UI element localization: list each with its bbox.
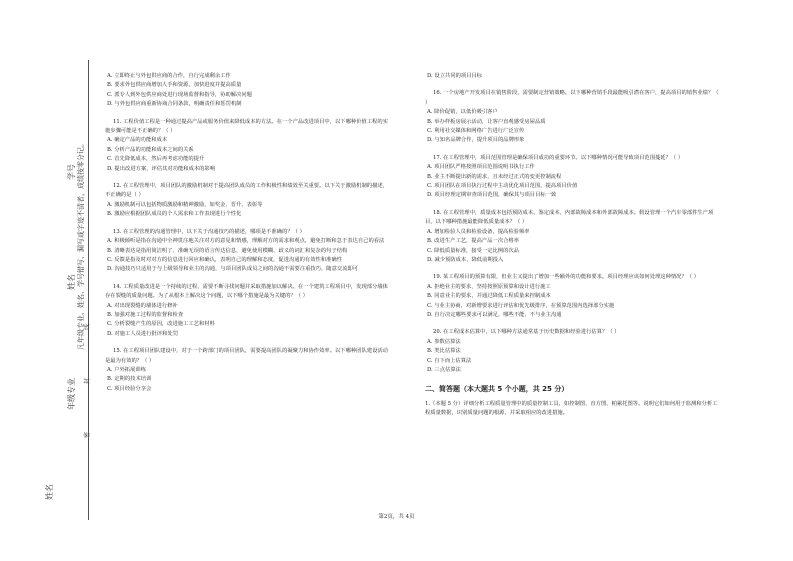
option: D. 与知名品牌合作，提升项目的品牌形象 bbox=[427, 137, 525, 144]
question-13 bbox=[105, 228, 388, 275]
left-column bbox=[105, 72, 388, 402]
question-stem: 14. 工程质量改进是一个持续的过程，需要不断寻找问题并采取措施加以解决。在一个建筑工程项目中，发现部分墙体存在裂缝的质量问题。为了从根本上解决这个问题，以下哪个措施是最为关键的？（ ） bbox=[105, 283, 388, 300]
question-10-tail bbox=[105, 72, 388, 110]
option: D. 与外包供应商重新协商合同条款，明确责任和惩罚机制 bbox=[107, 101, 242, 108]
option: C. 项目团队在项目执行过程中主动优化项目范围，提高项目价值 bbox=[427, 183, 578, 190]
binding-line bbox=[88, 60, 89, 520]
option: D. 项目经理定期审查项目范围，确保其与项目目标一致 bbox=[427, 192, 557, 199]
question-19 bbox=[425, 273, 720, 320]
question-16 bbox=[425, 89, 720, 145]
option: D. 设立共同的项目目标 bbox=[427, 73, 483, 79]
option: C. 项目经验分享会 bbox=[107, 385, 152, 392]
question-15-tail bbox=[425, 72, 720, 81]
option: C. 降低质量标准，接受一定比例的次品 bbox=[427, 247, 519, 254]
question-stem: 11. 工程价值工程是一种通过提高产品或服务价值来降低成本的方法。在一个产品改进项目中，以下哪种价值工程的实施步骤可能是不正确的？（ ） bbox=[105, 118, 388, 135]
option: A. 积极倾听是指在沟通中全神贯注地关注对方的意见和情感，理解对方的需求和观点，避免打断和急于表达自己的看法 bbox=[107, 238, 385, 245]
option: B. 定期的技术培训 bbox=[107, 376, 152, 383]
question-18 bbox=[425, 209, 720, 265]
option: A. 降价促销，以低价吸引客户 bbox=[427, 109, 498, 116]
question-stem: 13. 在工程管理的沟通管理中，以下关于沟通技巧的描述，哪项是不准确的？（ ） bbox=[113, 228, 305, 235]
option: D. 沟通技巧只适用于与上级领导和业主的沟通，与项目团队成员之间的沟通不需要注重技巧，随意交流即可 bbox=[107, 266, 359, 273]
question-14 bbox=[105, 283, 388, 339]
question-17 bbox=[425, 154, 720, 201]
question-20 bbox=[425, 328, 720, 375]
student-id-label: 学号 bbox=[67, 164, 76, 180]
option: A. 户外拓展训练 bbox=[107, 366, 146, 373]
option: B. 分析产品的功能和成本之间的关系 bbox=[107, 146, 194, 153]
option: B. 激励应根据团队成员的个人需求和工作表现进行个性化 bbox=[107, 211, 242, 218]
option: A. 激励机制可以包括物质激励和精神激励，如奖金、晋升、表彰等 bbox=[107, 201, 263, 208]
option: B. 要求外包供应商增加人手和资源，加快进度并提高质量 bbox=[107, 82, 242, 89]
option: A. 项目团队严格按照项目范围说明书执行工作 bbox=[427, 164, 535, 171]
question-11 bbox=[105, 118, 388, 174]
question-stem: 18. 在工程管理中，质量成本包括预防成本、鉴定成本、内部故障成本和外部故障成本。假设管理一个汽车零部件生产项目，以下哪种措施最能降低质量成本？（ ） bbox=[425, 209, 714, 226]
option: C. 派专人到外包供应商处进行现场监督和指导，协助解决问题 bbox=[107, 91, 252, 98]
option: A. 对出现裂缝的墙体进行修补 bbox=[107, 302, 178, 309]
question-stem: 19. 某工程项目的预算有限，但业主又提出了增加一些额外的功能和要求。项目经理应该如何处理这种情况？（ ） bbox=[433, 274, 700, 281]
option: C. 自下而上估算法 bbox=[427, 357, 472, 364]
grade-major-label: 年级专业 bbox=[67, 378, 76, 410]
option: D. 提出改进方案，评估其对功能和成本的影响 bbox=[107, 165, 216, 172]
short-answer-question-1: 1.（本题 5 分）详细分析工程质量管理中的质量控制工具，如控制图、直方图、帕累托图等。说明它们如何用于监测和分析工程质量数据，识别质量问题的根源，并采取相应的改进措施。 bbox=[425, 401, 718, 417]
seal-line-text: ……密……………………封……………………线…… bbox=[84, 311, 91, 450]
option: C. 利用社交媒体和网络广告进行广泛宣传 bbox=[427, 128, 525, 135]
question-stem: 12. 在工程管理中，项目团队的激励机制对于提高团队成员的工作积极性和绩效至关重要。以下关于激励机制的描述，不正确的是（ ） bbox=[105, 183, 388, 199]
option: B. 类比估算法 bbox=[427, 348, 461, 355]
right-column bbox=[425, 72, 720, 424]
option: B. 清晰表达是指用简洁明了、准确无误的语言传达信息，避免使用模糊、歧义的词汇和复杂的句子结构 bbox=[107, 247, 348, 254]
option: D. 自行决定哪些要求可以满足，哪些不能，不与业主沟通 bbox=[427, 311, 562, 318]
option: D. 对施工人员进行批评和处罚 bbox=[107, 330, 178, 337]
notice-text: 凡年级专业、姓名、学号错写、漏写或字迹不清者，成绩按零分记。 bbox=[77, 140, 85, 350]
option: C. 首先降低成本，然后再考虑功能的提升 bbox=[107, 156, 205, 163]
option: A. 立即终止与外包供应商的合作，自行完成剩余工作 bbox=[107, 73, 231, 79]
option: A. 确定产品的功能和成本 bbox=[107, 137, 168, 144]
page-number: 第2页，共 4页 bbox=[378, 514, 415, 520]
option: C. 与业主协商，对新增要求进行评估和优先级排序，在预算范围内选择部分实施 bbox=[427, 302, 615, 309]
option: A. 拒绝业主的要求，坚持按照原预算和设计进行施工 bbox=[427, 283, 551, 290]
question-12 bbox=[105, 182, 388, 220]
option: B. 加强对施工过程的监督和检查 bbox=[107, 311, 184, 318]
question-stem: 20. 在工程成本估算中，以下哪种方法通常基于历史数据和经验进行估算？（ ） bbox=[433, 329, 620, 336]
question-stem: 17. 在工程管理中，项目范围管理是确保项目成功的重要环节。以下哪种情况可能导致项目范围蔓延？（ ） bbox=[433, 154, 684, 161]
option: D. 三点估算法 bbox=[427, 366, 461, 373]
section-heading: 二、简答题（本大题共 5 个小题，共 25 分） bbox=[425, 385, 569, 394]
question-15 bbox=[105, 347, 388, 394]
question-stem: 16. 一个房地产开发项目在销售阶段，需要制定营销策略。以下哪种营销手段最能吸引潜在客户，提高项目的销售业绩？（ ） bbox=[425, 90, 719, 106]
question-stem: 15. 在工程项目团队建设中，对于一个跨部门的项目团队，需要提高团队的凝聚力和协作效率。以下哪种团队建设活动是最为有效的？（ ） bbox=[105, 348, 388, 364]
option: C. 反馈是指及时对对方的信息进行回应和确认，表明自己的理解和态度，促进沟通的有效性和准确性 bbox=[107, 256, 343, 263]
option: A. 增加检验人员和检验设备，提高检验频率 bbox=[427, 228, 530, 235]
option: B. 业主不断提出新的需求，且未经过正式的变更控制流程 bbox=[427, 173, 562, 180]
option: B. 改进生产工艺，提高产品一次合格率 bbox=[427, 238, 520, 245]
option: A. 参数估算法 bbox=[427, 338, 461, 345]
option: D. 减少预防成本，降低前期投入 bbox=[427, 256, 504, 263]
name-label: 姓名 bbox=[67, 274, 76, 290]
option: B. 举办样板房展示活动，让客户直观感受房屋品质 bbox=[427, 118, 546, 125]
option: B. 同意业主的要求，并通过降低工程质量来控制成本 bbox=[427, 293, 551, 300]
bottom-name-label: 姓名 bbox=[45, 484, 54, 500]
option: C. 分析裂缝产生的原因，改进施工工艺和材料 bbox=[107, 321, 215, 328]
binding-sidebar bbox=[0, 0, 95, 561]
